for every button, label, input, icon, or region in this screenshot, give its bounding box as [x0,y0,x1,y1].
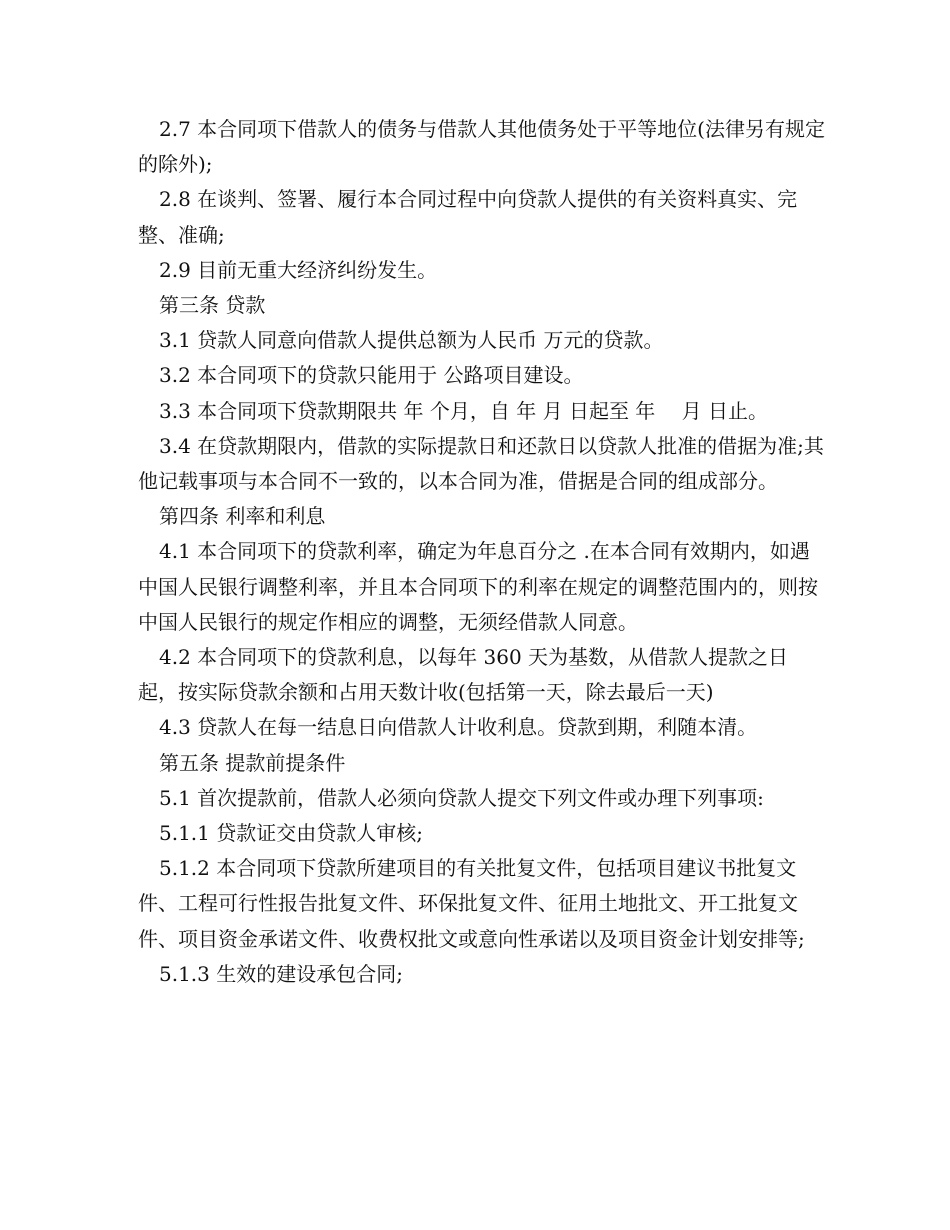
article-5-heading: 第五条 提款前提条件 [159,750,346,775]
paragraph-3-1: 3.1 贷款人同意向借款人提供总额为人民币 万元的贷款。 [159,328,664,353]
paragraph-5-1: 5.1 首次提款前，借款人必须向贷款人提交下列文件或办理下列事项: [159,785,764,810]
paragraph-3-3: 3.3 本合同项下贷款期限共 年 个月，自 年 月 日起至 年 月 日止。 [159,398,769,423]
paragraph-5-1-2: 5.1.2 本合同项下贷款所建项目的有关批复文件，包括项目建议书批复文件、工程可行性报告批复文件、环保批复文件、征用土地批文、开工批复文件、项目资金承诺文件、收费权批文或意向性承诺以及项目资金计划安排等; [138,856,805,951]
paragraph-5-1-1: 5.1.1 贷款证交由贷款人审核; [159,821,423,846]
article-3-heading: 第三条 贷款 [159,293,266,318]
paragraph-3-2: 3.2 本合同项下的贷款只能用于 公路项目建设。 [159,363,584,388]
paragraph-2-9: 2.9 目前无重大经济纠纷发生。 [159,257,438,282]
paragraph-2-7: 2.7 本合同项下借款人的债务与借款人其他债务处于平等地位(法律另有规定的除外); [138,117,825,177]
paragraph-3-4: 3.4 在贷款期限内，借款的实际提款日和还款日以贷款人批准的借据为准;其他记载事项与本合同不一致的，以本合同为准，借据是合同的组成部分。 [138,433,824,494]
paragraph-4-3: 4.3 贷款人在每一结息日向借款人计收利息。贷款到期，利随本清。 [159,715,758,740]
article-4-heading: 第四条 利率和利息 [159,504,326,529]
paragraph-5-1-3: 5.1.3 生效的建设承包合同; [159,961,403,986]
paragraph-4-1: 4.1 本合同项下的贷款利率，确定为年息百分之 .在本合同有效期内，如遇中国人民银行调整利率，并且本合同项下的利率在规定的调整范围内的，则按中国人民银行的规定作相应的调整，无须经借款人同意。 [138,539,818,634]
paragraph-2-8: 2.8 在谈判、签署、履行本合同过程中向贷款人提供的有关资料真实、完整、准确; [138,187,798,247]
paragraph-4-2: 4.2 本合同项下的贷款利息，以每年 360 天为基数，从借款人提款之日起，按实际贷款余额和占用天数计收(包括第一天，除去最后一天) [138,645,789,705]
document-page [138,112,828,992]
